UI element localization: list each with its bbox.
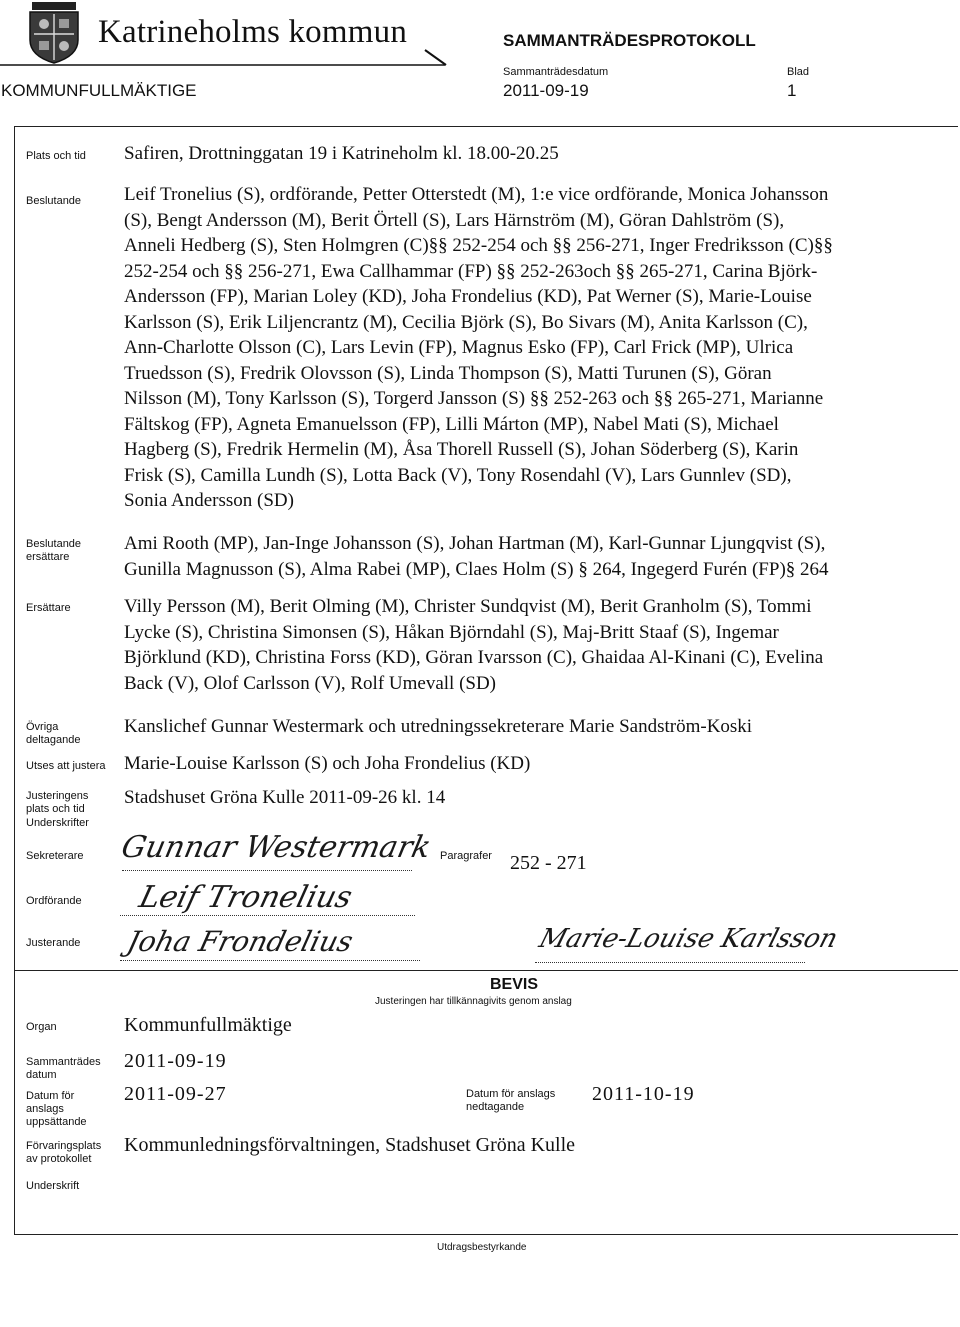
document-type-title: SAMMANTRÄDESPROTOKOLL — [503, 31, 756, 50]
beslutande-line: Truedsson (S), Fredrik Olovsson (S), Linda Thompson (S), Matti Turunen (S), Göran — [124, 362, 772, 384]
ersattare-line: Lycke (S), Christina Simonsen (S), Håkan Björndahl (S), Maj-Britt Staaf (S), Ingemar — [124, 621, 779, 643]
sammantrades-datum-label: Sammanträdes datum — [26, 1056, 101, 1081]
beslutande-ersattare-text — [124, 531, 829, 582]
organ-title: KOMMUNFULLMÄKTIGE — [1, 81, 197, 100]
underskrifter-label: Underskrifter — [26, 817, 89, 829]
ersattare-label: Ersättare — [26, 602, 71, 614]
beslutande-line: Nilsson (M), Tony Karlsson (S), Torgerd Jansson (S) §§ 252-263 och §§ 265-271, Marianne — [124, 388, 824, 409]
justeringens-text: Stadshuset Gröna Kulle 2011-09-26 kl. 14 — [124, 787, 446, 808]
beslutande-line: Ann-Charlotte Olsson (C), Lars Levin (FP), Magnus Esko (FP), Carl Frick (MP), Ulrica — [124, 337, 794, 358]
beslutande-line: Karlsson (S), Erik Liljencrantz (M), Cecilia Björk (S), Bo Sivars (M), Anita Karlsson (C), — [124, 311, 808, 333]
nedtagande-value: 2011-10-19 — [592, 1083, 695, 1105]
ersattare-text — [124, 594, 823, 696]
municipality-name: Katrineholms kommun — [98, 14, 408, 50]
page-number: 1 — [787, 81, 797, 100]
bevis-divider — [14, 970, 958, 971]
ordforande-signature: Leif Tronelius — [135, 880, 356, 915]
beslutande-line: Andersson (FP), Marian Loley (KD), Joha Frondelius (KD), Pat Werner (S), Marie-Louise — [124, 286, 812, 307]
paragrafer-value: 252 - 271 — [510, 852, 587, 874]
ordforande-label: Ordförande — [26, 895, 82, 907]
beslutande-line: (S), Bengt Andersson (M), Berit Örtell (S), Lars Härnström (M), Göran Dahlström (S), — [124, 209, 785, 231]
uppsattande-label: Datum för anslags uppsättande — [26, 1090, 87, 1128]
forvaringsplats-label: Förvaringsplats av protokollet — [26, 1140, 102, 1165]
ersattare-line: Back (V), Olof Carlsson (V), Rolf Umevall (SD) — [124, 672, 497, 694]
beslutande-ersattare-label: Beslutande ersättare — [26, 538, 82, 563]
justerande-signature-2: Marie-Louise Karlsson — [535, 924, 842, 954]
plats-text: Safiren, Drottninggatan 19 i Katrineholm kl. 18.00-20.25 — [124, 143, 559, 164]
ovriga-text: Kanslichef Gunnar Westermark och utredningssekreterare Marie Sandström-Koski — [124, 716, 753, 737]
justerande-label: Justerande — [26, 937, 81, 949]
page-label: Blad — [787, 66, 810, 78]
bevis-title: BEVIS — [490, 976, 539, 993]
beslutande-text — [124, 182, 833, 514]
nedtagande-label: Datum för anslags nedtagande — [466, 1088, 556, 1113]
meeting-date-label: Sammanträdesdatum — [503, 66, 609, 78]
justerande-dots-2 — [535, 962, 805, 963]
beslutande-label: Beslutande — [26, 195, 82, 207]
justerande-dots-1 — [120, 960, 420, 961]
beslutande-line: Leif Tronelius (S), ordförande, Petter Otterstedt (M), 1:e vice ordförande, Monica Johansson — [124, 184, 829, 205]
sekreterare-dots — [122, 870, 412, 871]
meeting-date: 2011-09-19 — [503, 81, 589, 100]
sammantrades-datum-value: 2011-09-19 — [124, 1050, 227, 1072]
ovriga-label: Övriga deltagande — [26, 721, 81, 746]
frame-bottom-line — [14, 1234, 958, 1235]
beslutande-line: Fältskog (FP), Agneta Emanuelsson (FP), Lilli Márton (MP), Nabel Mati (S), Michael — [124, 413, 779, 435]
paragrafer-label: Paragrafer — [440, 850, 492, 862]
underskrift-label: Underskrift — [26, 1180, 80, 1192]
utdragsbestyrkande-label: Utdragsbestyrkande — [437, 1242, 527, 1253]
beslutande-line: Frisk (S), Camilla Lundh (S), Lotta Back (V), Tony Rosendahl (V), Lars Gunnlev (SD), — [124, 464, 792, 486]
frame-top-line — [14, 126, 958, 127]
beslutande-line: Anneli Hedberg (S), Sten Holmgren (C)§§ 252-254 och §§ 256-271, Inger Fredriksson (C)§§ — [124, 235, 833, 256]
beslutande-line: Sonia Andersson (SD) — [124, 490, 294, 511]
frame-left-line — [14, 126, 15, 1234]
utses-label: Utses att justera — [26, 760, 106, 772]
justerande-signature-1: Joha Frondelius — [123, 925, 357, 958]
beslutande-line: Hagberg (S), Fredrik Hermelin (M), Åsa Thorell Russell (S), Johan Söderberg (S), Karin — [124, 439, 799, 460]
header-underline-hook — [0, 40, 460, 70]
forvaringsplats-value: Kommunledningsförvaltningen, Stadshuset Gröna Kulle — [124, 1134, 576, 1156]
bevis-subtitle: Justeringen har tillkännagivits genom anslag — [375, 996, 572, 1007]
uppsattande-value: 2011-09-27 — [124, 1083, 227, 1105]
utses-text: Marie-Louise Karlsson (S) och Joha Frondelius (KD) — [124, 753, 531, 774]
organ-value: Kommunfullmäktige — [124, 1014, 292, 1036]
ersattare-line: Gunilla Magnusson (S), Alma Rabei (MP), Claes Holm (S) § 264, Ingegerd Furén (FP)§ 264 — [124, 558, 829, 580]
organ-label: Organ — [26, 1021, 57, 1033]
beslutande-line: 252-254 och §§ 256-271, Ewa Callhammar (FP) §§ 252-263och §§ 265-271, Carina Björk- — [124, 260, 818, 282]
sekreterare-label: Sekreterare — [26, 850, 84, 862]
ersattare-line: Villy Persson (M), Berit Olming (M), Christer Sundqvist (M), Berit Granholm (S), Tommi — [124, 596, 812, 617]
plats-label: Plats och tid — [26, 150, 86, 162]
ersattare-line: Ami Rooth (MP), Jan-Inge Johansson (S), Johan Hartman (M), Karl-Gunnar Ljungqvist (S), — [124, 533, 826, 554]
justeringens-label: Justeringens plats och tid — [26, 790, 89, 815]
ordforande-dots — [120, 915, 415, 916]
sekreterare-signature: Gunnar Westermark — [118, 830, 434, 865]
ersattare-line: Björklund (KD), Christina Forss (KD), Göran Ivarsson (C), Ghaidaa Al-Kinani (C), Evelina — [124, 647, 824, 668]
